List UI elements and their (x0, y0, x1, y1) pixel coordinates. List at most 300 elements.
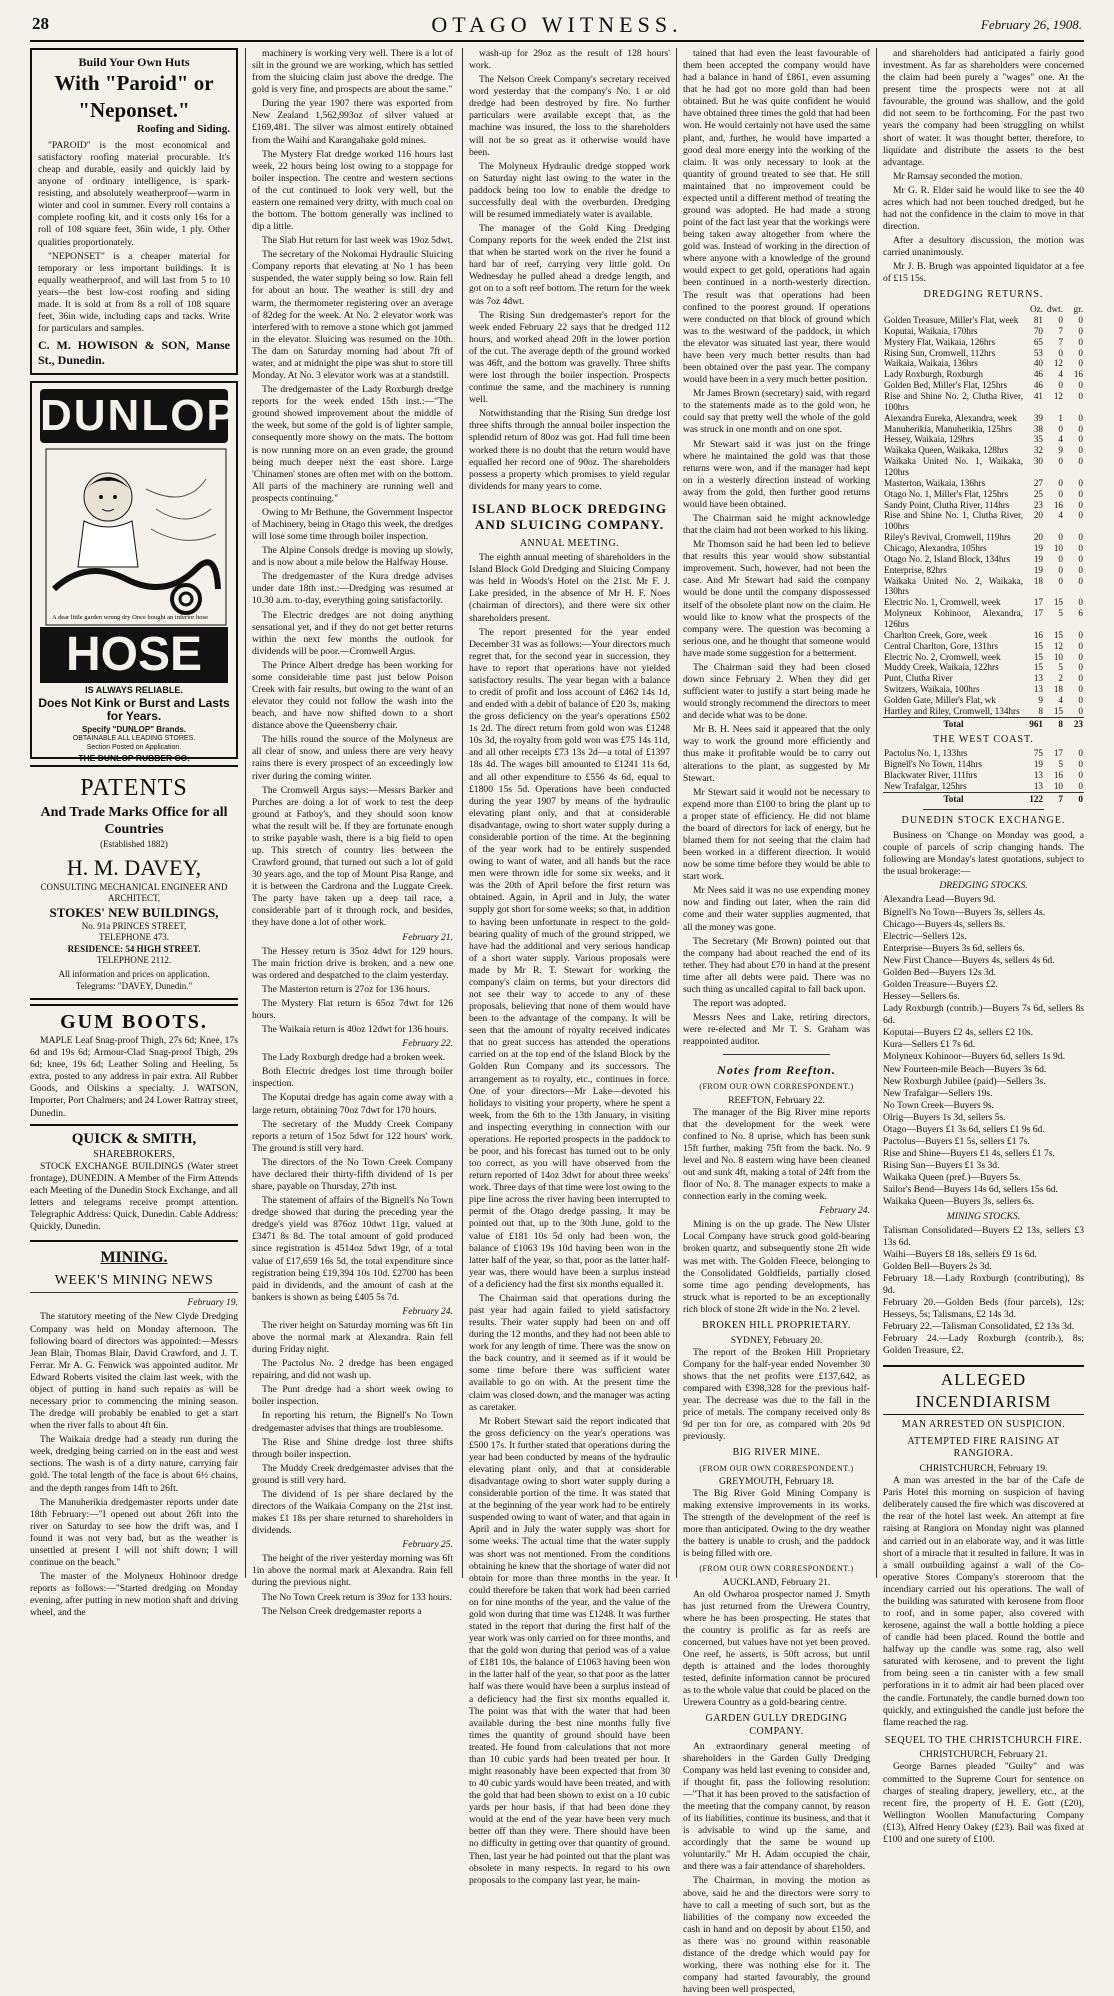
yield-cell: 39 (1033, 412, 1043, 423)
table-row (883, 662, 1084, 673)
yield-cell: 0 (1078, 477, 1083, 488)
article-paragraph: machinery is working very well. There is a lot of silt in the ground we are working, which has settled from the sluicing claim just above the dredge. The gold is very fine, and prospects are about the same." (252, 48, 453, 96)
article-paragraph: The Lady Roxburgh dredge had a broken week. (262, 1052, 446, 1064)
yield-cell: 0 (1058, 477, 1063, 488)
section-line: Section Posted on Application. (86, 743, 182, 751)
table-row (883, 576, 1084, 598)
yield-cell: 0 (1058, 423, 1063, 434)
table-row (883, 510, 1084, 532)
stock-quote: Hessey—Sellers 6s. (883, 991, 960, 1003)
island-block-subheading: ANNUAL MEETING. (519, 537, 620, 549)
yield-cell: 46 (1033, 369, 1043, 380)
article-paragraph: The dredgemaster of the Lady Roxburgh dredge reports for the week ended 15th inst.:—"The ground showed improvement about the middle of the week, but some of the gold is of lighter sample, consequently more showy on the mats. The bottom is now running more on an even grade, the ground being much deeper next the east shore. Large 'Chinamen' stones are often met with on the bottom. All parts of the machinery are running well and prospects continuing." (252, 384, 453, 504)
table-row (883, 673, 1084, 684)
newspaper-title: OTAGO WITNESS. (431, 12, 683, 37)
dredge-name-cell: Muddy Creek, Waikaia, 122hrs (884, 662, 999, 673)
stock-exchange-report (883, 830, 1084, 1357)
table-row (883, 434, 1084, 445)
dredge-name-cell: Enterprise, 82hrs (884, 564, 947, 575)
yield-cell: 40 (1033, 358, 1043, 369)
total-cell: 961 (1024, 717, 1044, 729)
sequel-heading: SEQUEL TO THE CHRISTCHURCH FIRE. (884, 1734, 1083, 1746)
yield-cell: 35 (1033, 434, 1043, 445)
reliable-line: IS ALWAYS RELIABLE. (85, 685, 183, 696)
table-row (883, 391, 1084, 413)
table-row (883, 759, 1084, 770)
patents-telegram: Telegrams: "DAVEY, Dunedin." (75, 980, 193, 991)
dredge-name-cell: Chicago, Alexandra, 105hrs (884, 542, 987, 553)
table-row (883, 543, 1084, 554)
stock-quote: Sailor's Bend—Buyers 14s 6d, sellers 15s 6d. (883, 1184, 1058, 1196)
yield-cell: 0 (1078, 358, 1083, 369)
table-row (883, 652, 1084, 663)
patents-telephone: TELEPHONE 473. (99, 932, 169, 943)
yield-cell: 12 (1053, 358, 1063, 369)
dateline: February 24. (819, 1205, 870, 1217)
article-paragraph: The hills round the source of the Molyneux are all clear of snow, and unless there are very heavy rains there is every prospect of an exceedingly low river during the coming winter. (252, 734, 453, 782)
quick-smith-title: QUICK & SMITH, (71, 1130, 197, 1147)
yield-cell: 0 (1078, 499, 1083, 510)
article-paragraph: The river height on Saturday morning was 6ft 1in above the normal mark at Alexandra. Rain fell during Friday night. (252, 1319, 453, 1356)
dredge-name-cell: Waikaka Queen, Waikaka, 128hrs (884, 445, 1009, 456)
article-paragraph: Owing to Mr Bethune, the Government Inspector of Machinery, being in Otago this week, the dredges will lose some time through boiler inspection. (252, 506, 453, 543)
mining-news-heading: WEEK'S MINING NEWS (30, 1272, 238, 1294)
yield-cell: 0 (1078, 510, 1083, 521)
article-paragraph: The secretary of the Muddy Creek Company reports a return of 15oz 5dwt for 122 hours' work. The ground is still very hard. (252, 1118, 453, 1154)
yield-cell: 0 (1078, 684, 1083, 695)
yield-cell: 46 (1033, 380, 1043, 391)
table-row (883, 554, 1084, 565)
table-header-row (883, 304, 1084, 315)
dredge-name-cell: Electric No. 1, Cromwell, week (884, 597, 1001, 608)
stock-quote: New Fourteen-mile Beach—Buyers 3s 6d. (883, 1063, 1047, 1075)
masthead (30, 8, 1084, 42)
hose-illustration (46, 449, 226, 625)
yield-cell: 0 (1058, 575, 1063, 586)
patents-residence: RESIDENCE: 54 HIGH STREET. (67, 943, 201, 954)
dredge-name-cell: Golden Treasure, Miller's Flat, week (884, 314, 1019, 325)
stock-quote: Rising Sun—Buyers £1 3s 3d. (883, 1160, 1000, 1172)
stock-quote: February 20.—Golden Beds (four parcels), 12s; Hesseys, 5s; Talismans, £2 14s 3d. (883, 1297, 1084, 1321)
yield-cell: 0 (1078, 662, 1083, 673)
stock-quote: Chicago—Buyers 4s, sellers 8s. (883, 918, 1006, 930)
stock-quote: New First Chance—Buyers 4s, sellers 4s 6d. (883, 954, 1055, 966)
issue-date: February 26, 1908. (980, 17, 1082, 32)
paroid-advertisement (30, 48, 238, 375)
total-label: Total (883, 792, 1024, 804)
ad-footer: C. M. HOWISON & SON, Manse St., Dunedin. (38, 338, 230, 368)
dateline: REEFTON, February 22. (728, 1094, 825, 1106)
yield-cell: 0 (1078, 347, 1083, 358)
yield-cell: 0 (1078, 673, 1083, 684)
article-paragraph: The Chairman, in moving the motion as above, said he and the directors were sorry to have to call a meeting of such sort, but as the liabilities of the company now exceeded the cash in hand and on deposit by about £150, and as there was no ground within reasonable distance of the dredge which would pay for working, there was nothing else for it. The company had started favourably, the ground having been well prospected, (683, 1875, 870, 1996)
article-paragraph: The Secretary (Mr Brown) pointed out that the company had about reached the end of its tether. They had about £70 in hand at the present time after all debts were paid. There was no such thing as uncalled capital to fall back upon. (683, 935, 870, 995)
dateline: February 22. (402, 1038, 453, 1050)
table-row (883, 489, 1084, 500)
article-paragraph: George Barnes pleaded "Guilty" and was committed to the Supreme Court for sentence on charges of stealing drapery, jewellery, etc., at the recent fire, the property of H. E. Gott (£20), Wellington Woollen Manufacturing Company (£13), Alfred Henry Oakey (£23). Bail was fixed at £100 and one surety of £100. (883, 1761, 1084, 1845)
article-paragraph: During the year 1907 there was exported from New Zealand 1,562,993oz of silver valued at £169,481. The silver was almost entirely obtained from the Waihi and Karangahake gold mines. (252, 98, 453, 146)
dredge-name-cell: Bignell's No Town, 114hrs (884, 759, 982, 770)
yield-cell: 0 (1078, 380, 1083, 391)
yield-cell: 6 (1078, 608, 1083, 619)
stock-quote: No Town Creek—Buyers 9s. (883, 1099, 995, 1111)
stock-quote: Kura—Sellers £1 7s 6d. (883, 1039, 976, 1051)
dateline: February 24. (402, 1305, 453, 1317)
article-paragraph: The dredgemaster of the Kura dredge advises under date 18th inst.:—Dredging was resumed at 10.30 a.m. to-day, everything going satisfactorily. (252, 571, 453, 607)
kink-line: Does Not Kink or Burst and Lasts for Years. (38, 695, 230, 723)
yield-cell: 2 (1058, 673, 1063, 684)
yield-cell: 15 (1053, 629, 1063, 640)
stock-quote: February 18.—Lady Roxburgh (contributing), 8s 9d. (883, 1272, 1084, 1296)
dredge-name-cell: Manuherikia, Manuherikia, 125hrs (884, 423, 1013, 434)
yield-cell: 5 (1058, 608, 1063, 619)
article-paragraph: Mining is on the up grade. The New Ulster Local Company have struck good gold-bearing broken quartz, and subsequently stone 2ft wide was met with. The Golden Fleece, belonging to the Consolidated Goldfields, partially closed some time ago pending developments, has struck what is reported to be an exceptionally rich block of stone 2ft wide in the No. 2 level. (683, 1219, 870, 1315)
patents-building: STOKES' NEW BUILDINGS, (49, 904, 219, 920)
table-row (883, 608, 1084, 630)
gum-boots-advertisement (30, 1004, 238, 1120)
west-coast-heading: THE WEST COAST. (933, 733, 1034, 745)
yield-cell: 0 (1078, 488, 1083, 499)
article-paragraph: The manager of the Gold King Dredging Company reports for the week ended the 21st inst that when he started work on the river he found a hard bar of reef, carrying very little gold. On Wednesday he pulled ahead a dredge length, and got on to a soft reef bottom. The return for the week was 7oz 4dwt. (469, 223, 670, 307)
article-paragraph: The Muddy Creek dredgemaster advises that the ground is still very hard. (252, 1462, 453, 1486)
stock-subheading: DREDGING STOCKS. (939, 880, 1028, 892)
article-paragraph: The Rise and Shine dredge lost three shifts through boiler inspection. (252, 1436, 453, 1460)
dredge-name-cell: Blackwater River, 111hrs (884, 769, 978, 780)
yield-cell: 8 (1038, 705, 1043, 716)
yield-cell: 7 (1058, 336, 1063, 347)
dredge-name-cell: Rise and Shine No. 1, Clutha River, 100hrs (884, 510, 1023, 532)
yield-cell: 0 (1078, 434, 1083, 445)
yield-cell: 16 (1053, 769, 1063, 780)
yield-cell: 18 (1053, 684, 1063, 695)
patents-telephone-2: TELEPHONE 2112. (96, 954, 172, 965)
article-paragraph: The dividend of 1s per share declared by the directors of the Waikaia Company on the 21st inst. makes £1 18s per share returned to shareholders in dividends. (252, 1488, 453, 1537)
article-paragraph: The Waikaia return is 40oz 12dwt for 136 hours. (262, 1024, 449, 1036)
article-paragraph: The directors of the No Town Creek Company have declared their thirty-fifth dividend of 1s per share, payable on Thursday, 27th inst. (252, 1156, 453, 1193)
stock-quote: Golden Bell—Buyers 2s 3d. (883, 1260, 992, 1272)
dredge-name-cell: Hartley and Riley, Cromwell, 134hrs (884, 705, 1020, 716)
yield-cell: 0 (1078, 748, 1083, 759)
yield-cell: 0 (1078, 532, 1083, 543)
article-paragraph: The Cromwell Argus says:—Messrs Barker and Purches are doing a lot of work to test the deep ground at Fatboy's, and they should soon know what the result will be. If they are fortunate enough to strike payable wash, there is a big field to open up. This stretch of country lies between the Crawford ground, that turned out such a lot of gold 30 years ago, and the top of Mount Pisa Range, and it is between the Cardrona and the Luggate Creek. The party have taken up a deep tail race, a considerable part of it through rock, and besides, they have done a lot of other work. (252, 784, 453, 929)
article-paragraph: The Mystery Flat dredge worked 116 hours last week, 22 hours being lost owing to a stoppage for boiler inspection. The centre and western sections of the cut continued to look very well, but the eastern one remained very dritty, with much coal on the bottom. The bottom generally was inclined to dip a little. (252, 148, 453, 233)
yield-cell: 0 (1078, 629, 1083, 640)
article-paragraph: The Prince Albert dredge has been working for some considerable time past just below Poison Creek with fair results, but owing to the want of an elevator they could not follow the wash into the beach, and have now shifted down to a short distance above the Queensberry chair. (252, 659, 453, 732)
yield-cell: 5 (1058, 662, 1063, 673)
article-paragraph: Mr G. R. Elder said he would like to see the 40 acres which had not been touched dredged, but he had not the confidence in the claim to move in that direction. (883, 184, 1084, 233)
alleged-incendiarism-heading: ALLEGED INCENDIARISM (883, 1365, 1084, 1415)
stock-quote: Pactolus—Buyers £1 5s, sellers £1 7s. (883, 1136, 1030, 1148)
yield-cell: 41 (1033, 390, 1043, 401)
table-row (883, 478, 1084, 489)
article-paragraph: The Pactolus No. 2 dredge has been engaged repairing, and did not wash up. (252, 1358, 453, 1382)
dredge-name-cell: Koputai, Waikaia, 170hrs (884, 325, 978, 336)
article-paragraph: wash-up for 29oz as the result of 128 hours' work. (469, 48, 670, 72)
article-paragraph: Mr Stewart said it would not be necessary to expend more than £100 to bring the plant up to a proper state of efficiency. He did not blame the board of directors for lack of energy, but he blamed them for not seeing that the claim had been worked in a different direction. It would now be some time before they would be able to start work. (683, 786, 870, 883)
unit-header: dwt. (1046, 304, 1063, 315)
yield-cell: 16 (1053, 499, 1063, 510)
article-paragraph: The master of the Molyneux Hohinoor dredge reports as follows:—"Started dredging on Monday evening, after putting in new motion shaft and driving wheel, and the (30, 1571, 238, 1619)
yield-cell: 53 (1033, 347, 1043, 358)
table-row (883, 565, 1084, 576)
column-5 (876, 48, 1084, 1845)
table-row (883, 413, 1084, 424)
table-row (883, 684, 1084, 695)
dredge-name-cell: Golden Gate, Miller's Flat, wk (884, 695, 996, 706)
table-row (883, 781, 1084, 792)
gum-boots-text: MAPLE Leaf Snag-proof Thigh, 27s 6d; Knee, 17s 6d and 19s 6d; Armour-Clad Snag-proof Thigh, 29s 6d; knee, 19s 6d; Leather Soling and Heeling, 5s extra, posted to any address in pair extra. All Rubber Goods, and Oilskins a specialty. J. WATSON, Importer, Port Chalmers; and 24 Lower Rattray street, Dunedin. (30, 1035, 238, 1119)
dateline: CHRISTCHURCH, February 19. (919, 1463, 1048, 1475)
dredging-returns-table (883, 304, 1084, 730)
dredge-name-cell: Waikaka United No. 1, Waikaka, 120hrs (884, 456, 1023, 477)
broken-hill-heading: BROKEN HILL PROPRIETARY. (702, 1319, 851, 1331)
hose-banner: HOSE (40, 627, 228, 683)
illustration-caption: A dear little garden wrung dry Once bought an inferior hose (52, 614, 208, 622)
stock-list (883, 894, 1084, 1208)
yield-cell: 0 (1058, 456, 1063, 467)
table-row (883, 315, 1084, 326)
dunlop-logo: DUNLOP (40, 389, 228, 443)
article-paragraph: The Chairman said they had been closed down since February 2. When they did get sufficient water to justify a start being made he would strongly recommend the directors to meet and decide what was to be done. (683, 661, 870, 722)
quick-smith-text: STOCK EXCHANGE BUILDINGS (Water street frontage), DUNEDIN. A Member of the Firm Attends each Meeting of the Dunedin Stock Exchange, and all letters and telegrams receive prompt attention. Telegraphic Address: Quick, Dunedin. Cable Address: Quickly, Dunedin. (30, 1161, 238, 1233)
table-row (883, 369, 1084, 380)
article-paragraph: The report of the Broken Hill Proprietary Company for the half-year ended November 30 shows that the net profits were £137,642, as compared with £398,328 for the previous half-year. The decrease was due to the fall in the price of metals. The company received only 8s 9d per ton for ore, as compared with 20s 9d previously. (683, 1346, 870, 1443)
yield-cell: 18 (1033, 575, 1043, 586)
yield-cell: 16 (1073, 369, 1083, 380)
article-paragraph: tained that had even the least favourable of them been accepted the company would have had a balance in hand of £861, even assuming that he had got no more gold than had been obtained. But he was quite confident he would have obtained three times the gold that had been won. He would certainly not have used the same plant, and, further, he would have imparted a good deal more energy into the working of the claim. It was only necessary to look at the quantity of ground treated to see that. He still maintained that no improvement could be expected until a different method of treating the ground was adopted. He had made a strong point of the fact last year that the workings were being taken away altogether from where the gold was. Instead of working in the direction of where anyone with a knowledge of the ground would expect to get gold, operations had again been continued in a north-westerly direction. The result was that operations had been confined to the poorest ground. If operations were conducted on that block of ground which was to the westward of the paddock, in which the elevator was situated last year, there would have been very much better results than had been obtained over the past year. The company would have been in a very much better position. (683, 48, 870, 386)
stock-quote: Olrig—Buyers 1s 3d, sellers 5s. (883, 1111, 1006, 1123)
yield-cell: 15 (1033, 651, 1043, 662)
yield-cell: 1 (1058, 412, 1063, 423)
article-paragraph: The Waikaia dredge had a steady run during the week, dredging being carried on in the east and west sections. The wash is of a dirty nature, carrying fair gold. The total length of the face is about 6½ chains, and the depth ranges from 14ft to 26ft. (30, 1434, 238, 1494)
article-paragraph: The Chairman said he might acknowledge that the claim had not been worked to his liking. (683, 512, 870, 537)
article-paragraph: The eighth annual meeting of shareholders in the Island Block Gold Dredging and Sluicing Company was held in Woods's Hotel on the 21st. Mr F. J. Lake presided, in the absence of Mr H. F. Noes (chairman of directors), and there were six other shareholders present. (469, 552, 670, 624)
dateline: AUCKLAND, February 21. (722, 1576, 831, 1588)
dateline: GREYMOUTH, February 18. (718, 1475, 835, 1487)
divider (723, 1054, 830, 1055)
yield-cell: 13 (1033, 769, 1043, 780)
gum-boots-title: GUM BOOTS. (60, 1010, 208, 1033)
returns-body (883, 304, 1084, 730)
yield-cell: 0 (1078, 640, 1083, 651)
stock-quote: Talisman Consolidated—Buyers £2 13s, sellers £3 13s 6d. (883, 1224, 1084, 1248)
stock-quote: Alexandra Lead—Buyers 9d. (883, 894, 996, 906)
island-block-heading: ISLAND BLOCK DREDGING AND SLUICING COMPANY. (471, 500, 668, 533)
yield-cell: 70 (1033, 325, 1043, 336)
article-paragraph: The statement of affairs of the Bignell's No Town dredge showed that during the preceding year the dredge's yield was 876oz 10dwt 11gr, valued at £3471 8s 8d. The total amount of gold produced since registration is 4514oz 5dwt 19gr, of a total value of £17,659 16s 5d, the total expenditure since registration being £19,394 10s 10d. £2700 has been paid in dividends, and the amount of cash at the bankers is shown as being £405 5s 7d. (252, 1195, 453, 1303)
yield-cell: 19 (1033, 564, 1043, 575)
yield-cell: 0 (1078, 597, 1083, 608)
yield-cell: 10 (1053, 780, 1063, 791)
auckland-byline: (FROM OUR OWN CORRESPONDENT.) (699, 1564, 854, 1574)
specify-line: Specify "DUNLOP" Brands. (81, 725, 187, 735)
dredge-name-cell: Molyneux Kohinoor, Alexandra, 126hrs (884, 608, 1023, 629)
stock-quote: February 22.—Talisman Consolidated, £2 13s 3d. (883, 1321, 1075, 1333)
article-paragraph: Mr J. B. Brugh was appointed liquidator at a fee of £15 15s. (883, 261, 1084, 285)
article-paragraph: Mr Ramsay seconded the motion. (893, 170, 1023, 182)
west-coast-body (883, 748, 1084, 804)
dredge-name-cell: Masterton, Waikaia, 136hrs (884, 477, 986, 488)
yield-cell: 0 (1078, 564, 1083, 575)
article-paragraph: The secretary of the Nokomai Hydraulic Sluicing Company reports that elevating at No 1 has been suspended, the water supply being so low. Rain fell for about an hour. The weather is still dry and warm, the thermometer registering over an average of 82deg for the week. At No. 2 elevator work was interfered with to remove a stone which got jammed in the elevator. Sluicing was resumed on the 10th. The dam on Saturday morning had about 7ft of water, and at midnight the pipe was shut to store till Monday. At No. 3 elevator work was at a standstill. (252, 249, 453, 382)
dredge-name-cell: New Trafalgar, 125hrs (884, 780, 967, 791)
article-paragraph: Notwithstanding that the Rising Sun dredge lost three shifts through the annual boiler inspection the splendid return of 80oz was got. Had full time been worked there is no doubt that the return would have equalled her record one of 90oz. The shareholders possess a property which promises to yield regular dividends for many years to come. (469, 408, 670, 492)
yield-cell: 81 (1033, 314, 1043, 325)
article-paragraph: The Manuherikia dredgemaster reports under date 18th February:—"I opened out about 26ft into the river on Saturday to see how the drift was, and I found it was not very bad, but as the weather is unsettled at present I will not shift down; I will continue on the beach." (30, 1496, 238, 1568)
patents-established: (Established 1882) (100, 838, 168, 849)
article-paragraph: The report presented for the year ended December 31 was as follows:—Your directors much regret that, for the second year in succession, they have to report that operations have not yielded satisfactory results. The year began with a balance to credit of profit and loss account of £462 14s 1d, and ended with a debit of balance of £20 3s, making the gross deficiency on the year's operations £502 1s 2d. The direct return from gold won was £1248 10s 3d, the royalty from gold won was £75 14s 11d, and all other receipts £73 13s 2d—a total of £1397 18s 4d. The wages bill amounted to £1241 11s 6d, and all other expenditure to £556 4s 6d, equal to £1800 15s 5d. Operations have been conducted during the year 1907 by means of the hydraulic elevating plant only, and that at considerable disadvantage, owing to short water supply during a considerable portion of the time. At the beginning of the year work had to be entirely suspended owing to want of water, and all hands but the race men were thrown idle for some six weeks, and it was the 20th of April before the first return was obtained. Again, in April and in July, the water supply got short for some weeks; so that, in addition to having been unfortunate in respect to the gold-bearing quality of much of the ground stripped, we have had the additional and very serious handicap of a short water supply. Various proposals were made by Mr R. T. Stewart for working the company's claim on terms, but your directors did not see their way to accede to any of these proposals, believing that none of them would have been to the advantage of the company. It will be seen that the amount of royalty received indicates that no great success has attended the operations carried on at the top end of the Island Block by the Golden Run Company and its successors. The arrangement as to royalty, etc., continues in force. One of your directors—Mr Lake—devoted his holidays to visiting your property, where he spent a week, from the 6th to the 13th January, in visiting and inspecting everything in connection with our operations. He reported prospects in the paddock to be poor, and his forecast has turned out to be only too correct, as you will have observed from the return reported of 14oz 3dwt for about three weeks' work. Three days of that time were lost owing to the pipe line across the river having been interrupted to permit of the Otago dredge passing. It may be pointed out that, up to the 30th June, gold to the value of £181 10s 5d only had been won, the balance of £1063 19s 10d having been won in the latter half of the year, so that, poor as the latter half-year was, there would have been a surplus instead of a deficiency had the first six months equalled it. (469, 626, 670, 1290)
article-paragraph: The Masterton return is 27oz for 136 hours. (262, 983, 430, 995)
yield-cell: 0 (1078, 780, 1083, 791)
stock-quote: Rise and Shine—Buyers £1 4s, sellers £1 7s. (883, 1148, 1055, 1160)
dredge-name-cell: Sandy Point, Clutha River, 114hrs (884, 499, 1010, 510)
dredge-name-cell: Alexandra Eureka, Alexandra, week (884, 412, 1017, 423)
stock-quote: February 24.—Lady Roxburgh (contrib.), 8s; Golden Treasure, £2. (883, 1333, 1084, 1357)
patents-title: PATENTS (80, 775, 188, 802)
yield-cell: 0 (1058, 380, 1063, 391)
yield-cell: 17 (1033, 597, 1043, 608)
yield-cell: 23 (1033, 499, 1043, 510)
stock-quote: Waikaka Queen—Buyers 3s, sellers 6s. (883, 1196, 1035, 1208)
yield-cell: 19 (1033, 759, 1043, 770)
article-paragraph: The report was adopted. (693, 998, 786, 1010)
yield-cell: 10 (1053, 542, 1063, 553)
dredge-name-cell: Lady Roxburgh, Roxburgh (884, 369, 983, 380)
yield-cell: 65 (1033, 336, 1043, 347)
column-2 (245, 48, 453, 1617)
article-paragraph: Mr B. H. Nees said it appeared that the only way to work the ground more efficiently and thus make it profitable would be to carry out alterations to the plant, as suggested by Mr Stewart. (683, 724, 870, 784)
dredge-name-cell: Pactolus No. 1, 133hrs (884, 748, 968, 759)
yield-cell: 0 (1078, 575, 1083, 586)
yield-cell: 13 (1033, 780, 1043, 791)
article-paragraph: The Punt dredge had a short week owing to boiler inspection. (252, 1384, 453, 1408)
stock-quote: Bignell's No Town—Buyers 3s, sellers 4s. (883, 906, 1046, 918)
article-paragraph: The statutory meeting of the New Clyde Dredging Company was held on Monday afternoon. The following board of directors was appointed:—Messrs Jean Blair, Thomas Blair, David Crawford, and J. T. Ferrar. Mr A. G. Fenwick was appointed auditor. Mr Edward Roberts visited the claim last week, with the object of putting in hand such repairs as will be necessary prior to commencing the mining season. The dredge will probably be enabled to get a start when the river falls to about 4ft 6in. (30, 1311, 238, 1432)
article-paragraph: The manager of the Big River mine reports that the development for the week were confined to No. 8 uprise, which has been sunk 15ft further, making 75ft from the back. No. 9 level and No. 8 eastern wing have been cleaned out and sunk 4ft, making a total of 24ft from the floor of No. 8. The manager expects to make a connection early in the coming week. (683, 1106, 870, 1203)
yield-cell: 0 (1078, 651, 1083, 662)
yield-cell: 19 (1033, 542, 1043, 553)
table-row (883, 532, 1084, 543)
yield-cell: 0 (1078, 314, 1083, 325)
stock-quote: Waikaka Queen (pref.)—Buyers 5s. (883, 1172, 1021, 1184)
article-paragraph: The Alpine Consols dredge is moving up slowly, and is now about a mile below the Halfway House. (252, 545, 453, 569)
yield-cell: 30 (1033, 456, 1043, 467)
article-paragraph: Mr Stewart said it was just on the fringe where he maintained the gold was that those returns were won, and if the manager had kept on in a westerly direction instead of working away from the gold, then further good returns would have been obtained. (683, 438, 870, 510)
company-line: THE DUNLOP RUBBER CO. (78, 752, 190, 763)
yield-cell: 4 (1058, 695, 1063, 706)
yield-cell: 0 (1058, 488, 1063, 499)
article-paragraph: An extraordinary general meeting of shareholders in the Garden Gully Dredging Company was held last evening to consider and, if thought fit, pass the following resolution:—"That it has been proved to the satisfaction of the meeting that the company cannot, by reason of its liabilities, continue its business, and that it is advisable to wind up the same, and accordingly that the same be wound up voluntarily." Mr H. Adam occupied the chair, and there was a fair attendance of shareholders. (683, 1740, 870, 1873)
dunlop-copy (38, 685, 230, 763)
quick-smith-advertisement (30, 1124, 238, 1242)
yield-cell: 19 (1033, 553, 1043, 564)
stock-quote: Lady Roxburgh (contrib.)—Buyers 7s 6d, sellers 8s 6d. (883, 1003, 1084, 1027)
yield-cell: 75 (1033, 748, 1043, 759)
patents-info: All information and prices on application. (58, 969, 210, 980)
big-river-byline: (FROM OUR OWN CORRESPONDENT.) (699, 1463, 854, 1473)
dredge-name-cell: Waikaka United No. 2, Waikaka, 130hrs (884, 575, 1023, 597)
yield-cell: 12 (1053, 640, 1063, 651)
ad-kicker: Build Your Own Huts (78, 55, 190, 69)
stock-quote: Koputai—Buyers £2 4s, sellers £2 10s. (883, 1027, 1034, 1039)
dredge-name-cell: Waikaia, Waikaia, 136hrs (884, 358, 978, 369)
yield-cell: 0 (1078, 553, 1083, 564)
article-paragraph: An old Owharoa prospector named J. Smyth has just returned from the Urewera Country, where he has been prospecting. He states that the country is prolific as far as reefs are concerned, but values have not yet been proved. One reef, he asserts, is 50ft across, but until depth is attained and the lodes thoroughly tested, definite information cannot be procured as to the whole value that could be placed on the Urewera Country as a gold-bearing centre. (683, 1588, 870, 1709)
yield-cell: 0 (1078, 412, 1083, 423)
table-row (883, 358, 1084, 369)
patents-name: H. M. DAVEY, (66, 855, 202, 881)
yield-cell: 15 (1033, 662, 1043, 673)
dunlop-advertisement (30, 381, 238, 763)
yield-cell: 13 (1033, 673, 1043, 684)
article-paragraph: The height of the river yesterday morning was 6ft 1in above the normal mark at Alexandra. Rain fell during the previous night. (252, 1553, 453, 1589)
dredge-name-cell: Charlton Creek, Gore, week (884, 629, 988, 640)
dredge-name-cell: Central Charlton, Gore, 131hrs (884, 640, 999, 651)
yield-cell: 0 (1078, 336, 1083, 347)
yield-cell: 0 (1078, 423, 1083, 434)
article-paragraph: Mr Robert Stewart said the report indicated that the gross deficiency on the year's operations was £500 17s. It further stated that operations during the year had been conducted by means of the hydraulic elevating plant only, and that at considerable disadvantage owing to short water supply during a considerable portion of the time. It was stated that at the beginning of the year work had to be entirely suspended owing to want of water, and that again in April and in July the water supply was short for some weeks. The actual time that the water supply was short was not mentioned. From the conditions obtaining he knew that the shortage of water did not obtain for more than three months in the year. It could therefore be taken that work had been carried on for nine months of the year, and the value of the gold won during that time was £1248. It was further stated in the report that during the first half of the year work was only carried on for three months, and that the gold won during that period was of a value of £181 10s, the balance of £1063 having been won in the latter half of the year, so that poor as the latter half was there would have been a surplus instead of a deficiency had the first six months equalled it. The point was that with the water that had been available during the best nine months fully five times the quantity of ground should have been treated. He found from calculations that not more than 10 cubic yards had been treated per hour. It might reasonably have been expected that from 30 to 40 cubic yards would have been treated, and with the gold that had been shown to exist on a 10 cubic yards per hour basis, if that had been done they would at the end of the year have been very much better off than they were. There should have been no difficulty in getting over that quantity of ground. Then, last year he had pointed out that the plant was obsolete in many respects. In regard to his own proposals to the company last year, he main- (469, 1415, 670, 1886)
article-paragraph: The Slab Hut return for last week was 19oz 5dwt. (262, 235, 453, 247)
yield-cell: 5 (1058, 759, 1063, 770)
yield-cell: 9 (1038, 695, 1043, 706)
dredge-name-cell: Punt, Clutha River (884, 673, 953, 684)
unit-header: gr. (1073, 304, 1083, 315)
stock-quote: New Trafalgar—Sellers 19s. (883, 1087, 993, 1099)
unit-header: Oz. (1029, 304, 1043, 315)
yield-cell: 20 (1033, 510, 1043, 521)
article-paragraph: The Mystery Flat return is 65oz 7dwt for 126 hours. (252, 997, 453, 1022)
table-row (883, 348, 1084, 359)
table-row (883, 337, 1084, 348)
table-row (883, 326, 1084, 337)
column-3 (462, 48, 670, 1886)
yield-cell: 15 (1053, 705, 1063, 716)
total-cell: 122 (1024, 792, 1044, 804)
yield-cell: 17 (1053, 748, 1063, 759)
dredge-name-cell: Switzers, Waikaia, 100hrs (884, 684, 980, 695)
quick-smith-role: SHAREBROKERS, (93, 1148, 175, 1160)
yield-cell: 25 (1033, 488, 1043, 499)
dredging-returns-heading: DREDGING RETURNS. (923, 289, 1044, 301)
dredge-name-cell: Rising Sun, Cromwell, 112hrs (884, 347, 996, 358)
table-row (883, 748, 1084, 759)
article-paragraph: and shareholders had anticipated a fairly good investment. As far as shareholders were concerned the claim had been purely a "wages" one. At the present time the prospects were not at all favourable, the ground was shallow, and the gold did not seem to be forthcoming. For the past two years the company had been struggling on whilst short of water. It was thought better, therefore, to liquidate and distribute the assets to the best advantage. (883, 48, 1084, 168)
yield-cell: 38 (1033, 423, 1043, 434)
stock-intro: Business on 'Change on Monday was good, a couple of parcels of scrip changing hands. The following are Monday's latest quotations, subject to the usual brokerage:— (883, 830, 1084, 878)
total-cell: 0 (1064, 792, 1084, 804)
stock-quote: Golden Bed—Buyers 12s 3d. (883, 966, 996, 978)
yield-cell: 0 (1078, 390, 1083, 401)
dredge-name-cell: Electric No. 2, Cromwell, week (884, 651, 1001, 662)
yield-cell: 7 (1058, 325, 1063, 336)
total-cell: 23 (1064, 717, 1084, 729)
yield-cell: 0 (1078, 542, 1083, 553)
dredge-name-cell: Otago No. 2, Island Block, 134hrs (884, 553, 1011, 564)
yield-cell: 20 (1033, 532, 1043, 543)
dredge-name-cell: Golden Bed, Miller's Flat, 125hrs (884, 380, 1008, 391)
table-row (883, 445, 1084, 456)
obtainable-line: OBTAINABLE ALL LEADING STORES. (72, 735, 196, 743)
stock-quote: Molyneux Kohinoor—Buyers 6d, sellers 1s 9d. (883, 1051, 1066, 1063)
stock-quote: Enterprise—Buyers 3s 6d, sellers 6s. (883, 942, 1025, 954)
dredge-name-cell: Rise and Shine No. 2, Clutha River, 100hrs (884, 390, 1023, 412)
stock-quote: Otago—Buyers £1 3s 6d, sellers £1 9s 6d. (883, 1123, 1045, 1135)
yield-cell: 0 (1058, 532, 1063, 543)
ad-subhead: Roofing and Siding. (136, 123, 230, 136)
dateline: February 25. (402, 1539, 453, 1551)
stock-quote: Electric—Sellers 12s. (883, 930, 967, 942)
article-paragraph: After a desultory discussion, the motion was carried unanimously. (883, 235, 1084, 259)
